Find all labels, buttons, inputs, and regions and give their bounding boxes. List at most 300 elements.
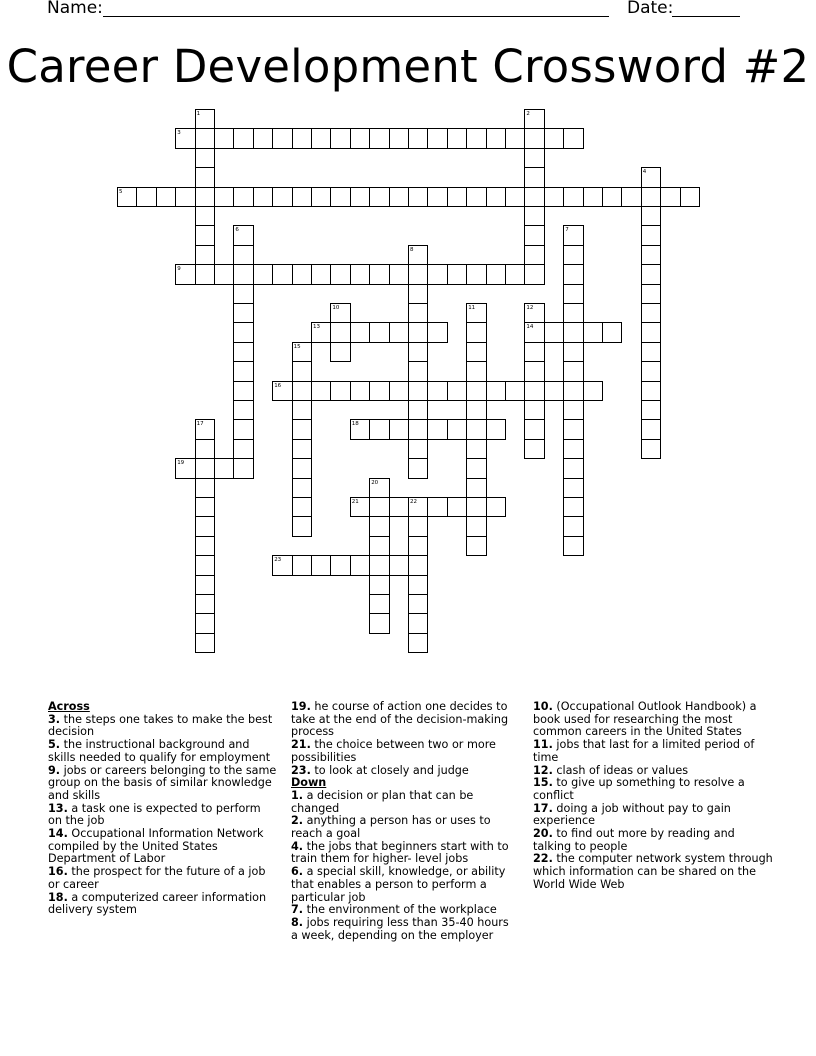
- clue-item-text: the choice between two or more possibilities: [291, 738, 496, 764]
- grid-cell[interactable]: [447, 419, 467, 439]
- grid-cell[interactable]: [447, 264, 467, 284]
- grid-cell[interactable]: [524, 245, 544, 265]
- clue-item-number: 16.: [48, 865, 68, 879]
- heading-text: Across: [48, 700, 90, 713]
- grid-cell[interactable]: [524, 167, 544, 187]
- grid-cell[interactable]: [466, 264, 486, 284]
- grid-cell[interactable]: [195, 109, 215, 129]
- grid-cell[interactable]: [524, 264, 544, 284]
- grid-cell[interactable]: [486, 497, 506, 517]
- grid-cell[interactable]: [524, 225, 544, 245]
- name-label: Name:: [47, 0, 103, 18]
- heading-text: Down: [291, 776, 327, 790]
- grid-cell[interactable]: [350, 322, 370, 342]
- grid-cell[interactable]: [563, 128, 583, 148]
- clue-number: 11: [468, 305, 476, 311]
- grid-cell[interactable]: [563, 536, 583, 556]
- clue-item-text: to look at closely and judge: [310, 763, 469, 777]
- grid-cell[interactable]: [641, 284, 661, 304]
- grid-cell[interactable]: [389, 381, 409, 401]
- clue-item-number: 23.: [291, 763, 311, 777]
- grid-cell[interactable]: [233, 187, 253, 207]
- grid-cell[interactable]: [641, 245, 661, 265]
- clue-item-text: the computer network system through which information can be shared on the World Wide Web: [533, 852, 773, 891]
- grid-cell[interactable]: [311, 555, 331, 575]
- grid-cell[interactable]: [389, 128, 409, 148]
- grid-cell[interactable]: [311, 187, 331, 207]
- grid-cell[interactable]: [408, 575, 428, 595]
- grid-cell[interactable]: [195, 439, 215, 459]
- grid-cell[interactable]: [195, 128, 215, 148]
- clue-item-number: 3.: [48, 712, 61, 726]
- grid-cell[interactable]: [641, 419, 661, 439]
- grid-cell[interactable]: [408, 128, 428, 148]
- grid-cell[interactable]: [292, 419, 312, 439]
- grid-cell[interactable]: [214, 264, 234, 284]
- clue-number: 20: [371, 479, 379, 486]
- clue-item-text: to find out more by reading and talking to people: [533, 827, 735, 853]
- grid-cell[interactable]: [233, 225, 253, 245]
- clue-item-text: a decision or plan that can be changed: [291, 788, 474, 815]
- grid-cell[interactable]: [408, 187, 428, 207]
- grid-cell[interactable]: [563, 458, 583, 478]
- clue-number: 23: [274, 557, 282, 564]
- grid-cell[interactable]: [447, 187, 467, 207]
- clue-item: [291, 739, 517, 764]
- grid-cell[interactable]: [350, 381, 370, 401]
- grid-cell[interactable]: [447, 128, 467, 148]
- grid-cell[interactable]: [195, 245, 215, 265]
- grid-cell[interactable]: [427, 497, 447, 517]
- clue-item-number: 6.: [291, 865, 304, 879]
- grid-cell[interactable]: [233, 439, 253, 459]
- grid-cell[interactable]: [369, 575, 389, 595]
- grid-cell[interactable]: [292, 187, 312, 207]
- grid-cell[interactable]: [272, 128, 292, 148]
- grid-cell[interactable]: [233, 342, 253, 362]
- clue-item-number: 7.: [291, 903, 304, 917]
- grid-cell[interactable]: [350, 128, 370, 148]
- grid-cell[interactable]: [408, 555, 428, 575]
- grid-cell[interactable]: [641, 264, 661, 284]
- grid-cell[interactable]: [369, 322, 389, 342]
- clue-column-1: [48, 701, 278, 917]
- clue-item-text: the jobs that beginners start with to train them for higher- level jobs: [291, 839, 509, 866]
- grid-cell[interactable]: [369, 264, 389, 284]
- grid-cell[interactable]: [563, 245, 583, 265]
- grid-cell[interactable]: [641, 439, 661, 459]
- clue-item-text: the instructional background and skills needed to qualify for employment: [48, 738, 271, 764]
- grid-cell[interactable]: [524, 303, 544, 323]
- grid-cell[interactable]: [524, 400, 544, 420]
- grid-cell[interactable]: [233, 361, 253, 381]
- clue-item-number: 10.: [533, 700, 553, 713]
- grid-cell[interactable]: [292, 439, 312, 459]
- grid-cell[interactable]: [389, 497, 409, 517]
- grid-cell[interactable]: [292, 342, 312, 362]
- grid-cell[interactable]: [330, 303, 350, 323]
- grid-cell[interactable]: [350, 264, 370, 284]
- grid-cell[interactable]: [330, 187, 350, 207]
- clue-item-number: 17.: [533, 801, 553, 815]
- grid-cell[interactable]: [544, 187, 564, 207]
- grid-cell[interactable]: [389, 419, 409, 439]
- grid-cell[interactable]: [427, 128, 447, 148]
- clue-item-text: (Occupational Outlook Handbook) a book used for researching the most common careers in the United States: [533, 700, 757, 739]
- grid-cell[interactable]: [330, 128, 350, 148]
- grid-cell[interactable]: [195, 536, 215, 556]
- grid-cell[interactable]: [641, 167, 661, 187]
- grid-cell[interactable]: [195, 187, 215, 207]
- grid-cell[interactable]: [369, 381, 389, 401]
- grid-cell[interactable]: [563, 419, 583, 439]
- clue-item: [48, 714, 278, 739]
- grid-cell[interactable]: [408, 613, 428, 633]
- clue-item-number: 2.: [291, 814, 304, 828]
- clue-number: 6: [235, 227, 239, 234]
- grid-cell[interactable]: [330, 322, 350, 342]
- grid-cell[interactable]: [292, 128, 312, 148]
- grid-cell[interactable]: [641, 206, 661, 226]
- grid-cell[interactable]: [292, 264, 312, 284]
- date-label: Date:: [627, 0, 674, 18]
- clue-column-2: [291, 701, 517, 942]
- grid-cell[interactable]: [292, 381, 312, 401]
- grid-cell[interactable]: [583, 187, 603, 207]
- grid-cell[interactable]: [233, 458, 253, 478]
- grid-cell[interactable]: [524, 439, 544, 459]
- grid-cell[interactable]: [214, 458, 234, 478]
- clue-item-text: Occupational Information Network compiled by the United States Department of Labor: [48, 827, 264, 866]
- grid-cell[interactable]: [524, 381, 544, 401]
- clue-number: 8: [410, 246, 414, 253]
- grid-cell[interactable]: [505, 264, 525, 284]
- grid-cell[interactable]: [408, 381, 428, 401]
- grid-cell[interactable]: [195, 555, 215, 575]
- grid-cell[interactable]: [233, 284, 253, 304]
- grid-cell[interactable]: [486, 264, 506, 284]
- clue-number: 10: [332, 305, 340, 311]
- grid-cell[interactable]: [369, 128, 389, 148]
- grid-cell[interactable]: [466, 381, 486, 401]
- grid-cell[interactable]: [466, 322, 486, 342]
- grid-cell[interactable]: [408, 516, 428, 536]
- grid-cell[interactable]: [524, 109, 544, 129]
- grid-cell[interactable]: [447, 497, 467, 517]
- grid-cell[interactable]: [563, 400, 583, 420]
- grid-cell[interactable]: [505, 381, 525, 401]
- clue-item-number: 19.: [291, 700, 311, 713]
- grid-cell[interactable]: [427, 381, 447, 401]
- grid-cell[interactable]: [505, 187, 525, 207]
- grid-cell[interactable]: [272, 187, 292, 207]
- grid-cell[interactable]: [641, 342, 661, 362]
- grid-cell[interactable]: [408, 633, 428, 653]
- grid-cell[interactable]: [292, 400, 312, 420]
- grid-cell[interactable]: [563, 497, 583, 517]
- grid-cell[interactable]: [447, 381, 467, 401]
- grid-cell[interactable]: [369, 478, 389, 498]
- grid-cell[interactable]: [195, 633, 215, 653]
- grid-cell[interactable]: [544, 128, 564, 148]
- clue-item: [291, 790, 517, 815]
- clue-number: 18: [351, 421, 359, 428]
- grid-cell[interactable]: [311, 381, 331, 401]
- grid-cell[interactable]: [466, 187, 486, 207]
- grid-cell[interactable]: [389, 187, 409, 207]
- grid-cell[interactable]: [486, 128, 506, 148]
- grid-cell[interactable]: [330, 555, 350, 575]
- grid-cell[interactable]: [427, 419, 447, 439]
- clue-number: 9: [177, 266, 181, 273]
- grid-cell[interactable]: [427, 322, 447, 342]
- grid-cell[interactable]: [369, 613, 389, 633]
- grid-cell[interactable]: [563, 361, 583, 381]
- grid-cell[interactable]: [369, 419, 389, 439]
- grid-cell[interactable]: [408, 264, 428, 284]
- grid-cell[interactable]: [214, 128, 234, 148]
- grid-cell[interactable]: [641, 361, 661, 381]
- grid-cell[interactable]: [408, 497, 428, 517]
- grid-cell[interactable]: [195, 206, 215, 226]
- clue-item-text: the steps one takes to make the best decision: [48, 712, 273, 739]
- grid-cell[interactable]: [195, 575, 215, 595]
- grid-cell[interactable]: [389, 322, 409, 342]
- clue-number: 3: [177, 130, 181, 137]
- grid-cell[interactable]: [544, 322, 564, 342]
- grid-cell[interactable]: [233, 128, 253, 148]
- grid-cell[interactable]: [233, 419, 253, 439]
- grid-cell[interactable]: [369, 594, 389, 614]
- clue-item: [48, 866, 278, 891]
- grid-cell[interactable]: [641, 400, 661, 420]
- grid-cell[interactable]: [486, 419, 506, 439]
- grid-cell[interactable]: [330, 342, 350, 362]
- grid-cell[interactable]: [408, 322, 428, 342]
- grid-cell[interactable]: [350, 497, 370, 517]
- grid-cell[interactable]: [233, 322, 253, 342]
- clue-item-number: 21.: [291, 738, 311, 752]
- grid-cell[interactable]: [524, 206, 544, 226]
- grid-cell[interactable]: [233, 245, 253, 265]
- grid-cell[interactable]: [486, 381, 506, 401]
- grid-cell[interactable]: [195, 516, 215, 536]
- grid-cell[interactable]: [583, 322, 603, 342]
- grid-cell[interactable]: [233, 381, 253, 401]
- grid-cell[interactable]: [466, 439, 486, 459]
- clue-item-text: a special skill, knowledge, or ability that enables a person to perform a particular job: [291, 865, 506, 904]
- grid-cell[interactable]: [233, 400, 253, 420]
- grid-cell[interactable]: [292, 555, 312, 575]
- grid-cell[interactable]: [563, 284, 583, 304]
- grid-cell[interactable]: [389, 555, 409, 575]
- grid-cell[interactable]: [408, 439, 428, 459]
- grid-cell[interactable]: [466, 342, 486, 362]
- grid-cell[interactable]: [136, 187, 156, 207]
- grid-cell[interactable]: [621, 187, 641, 207]
- grid-cell[interactable]: [641, 322, 661, 342]
- grid-cell[interactable]: [195, 167, 215, 187]
- grid-cell[interactable]: [466, 419, 486, 439]
- grid-cell[interactable]: [195, 148, 215, 168]
- grid-cell[interactable]: [466, 128, 486, 148]
- grid-cell[interactable]: [466, 361, 486, 381]
- grid-cell[interactable]: [466, 516, 486, 536]
- grid-cell[interactable]: [311, 128, 331, 148]
- grid-cell[interactable]: [292, 516, 312, 536]
- grid-cell[interactable]: [602, 187, 622, 207]
- grid-cell[interactable]: [583, 381, 603, 401]
- grid-cell[interactable]: [408, 536, 428, 556]
- grid-cell[interactable]: [195, 264, 215, 284]
- grid-cell[interactable]: [175, 458, 195, 478]
- grid-cell[interactable]: [175, 187, 195, 207]
- grid-cell[interactable]: [195, 613, 215, 633]
- grid-cell[interactable]: [466, 478, 486, 498]
- clue-item: [533, 739, 773, 764]
- clue-item-text: jobs that last for a limited period of time: [533, 738, 755, 764]
- clue-item: [291, 815, 517, 840]
- grid-cell[interactable]: [195, 458, 215, 478]
- grid-cell[interactable]: [524, 361, 544, 381]
- grid-cell[interactable]: [524, 148, 544, 168]
- grid-cell[interactable]: [408, 594, 428, 614]
- grid-cell[interactable]: [408, 303, 428, 323]
- grid-cell[interactable]: [253, 187, 273, 207]
- grid-cell[interactable]: [408, 361, 428, 381]
- grid-cell[interactable]: [641, 381, 661, 401]
- grid-cell[interactable]: [524, 128, 544, 148]
- grid-cell[interactable]: [524, 187, 544, 207]
- grid-cell[interactable]: [292, 497, 312, 517]
- grid-cell[interactable]: [175, 128, 195, 148]
- clue-item-text: the prospect for the future of a job or career: [48, 865, 266, 891]
- grid-cell[interactable]: [466, 303, 486, 323]
- grid-cell[interactable]: [253, 264, 273, 284]
- grid-cell[interactable]: [466, 536, 486, 556]
- grid-cell[interactable]: [350, 555, 370, 575]
- grid-cell[interactable]: [195, 497, 215, 517]
- grid-cell[interactable]: [641, 303, 661, 323]
- grid-cell[interactable]: [408, 245, 428, 265]
- grid-cell[interactable]: [408, 342, 428, 362]
- grid-cell[interactable]: [641, 225, 661, 245]
- grid-cell[interactable]: [563, 225, 583, 245]
- grid-cell[interactable]: [408, 458, 428, 478]
- grid-cell[interactable]: [563, 439, 583, 459]
- grid-cell[interactable]: [350, 187, 370, 207]
- grid-cell[interactable]: [292, 361, 312, 381]
- grid-cell[interactable]: [292, 458, 312, 478]
- clue-item-number: 12.: [533, 763, 553, 777]
- grid-cell[interactable]: [350, 419, 370, 439]
- grid-cell[interactable]: [466, 458, 486, 478]
- grid-cell[interactable]: [544, 381, 564, 401]
- grid-cell[interactable]: [311, 322, 331, 342]
- grid-cell[interactable]: [369, 516, 389, 536]
- grid-cell[interactable]: [466, 400, 486, 420]
- grid-cell[interactable]: [272, 555, 292, 575]
- clue-item-number: 8.: [291, 915, 304, 929]
- clue-number: 15: [293, 343, 301, 350]
- clue-column-3: [533, 701, 773, 892]
- grid-cell[interactable]: [292, 478, 312, 498]
- grid-cell[interactable]: [195, 478, 215, 498]
- grid-cell[interactable]: [233, 303, 253, 323]
- grid-cell[interactable]: [563, 264, 583, 284]
- grid-cell[interactable]: [233, 264, 253, 284]
- clue-number: 14: [526, 324, 534, 331]
- grid-cell[interactable]: [156, 187, 176, 207]
- grid-cell[interactable]: [117, 187, 137, 207]
- clue-item: [533, 803, 773, 828]
- grid-cell[interactable]: [330, 381, 350, 401]
- grid-cell[interactable]: [563, 381, 583, 401]
- grid-cell[interactable]: [524, 322, 544, 342]
- grid-cell[interactable]: [311, 264, 331, 284]
- grid-cell[interactable]: [369, 555, 389, 575]
- grid-cell[interactable]: [563, 342, 583, 362]
- grid-cell[interactable]: [563, 322, 583, 342]
- grid-cell[interactable]: [563, 516, 583, 536]
- clue-item-text: a computerized career information delivery system: [48, 890, 267, 917]
- grid-cell[interactable]: [427, 187, 447, 207]
- grid-cell[interactable]: [563, 303, 583, 323]
- grid-cell[interactable]: [486, 187, 506, 207]
- grid-cell[interactable]: [195, 594, 215, 614]
- grid-cell[interactable]: [175, 264, 195, 284]
- grid-cell[interactable]: [524, 419, 544, 439]
- grid-cell[interactable]: [427, 264, 447, 284]
- clue-item-number: 14.: [48, 827, 68, 841]
- grid-cell[interactable]: [408, 400, 428, 420]
- grid-cell[interactable]: [563, 187, 583, 207]
- clue-item-text: he course of action one decides to take at the end of the decision-making process: [291, 700, 509, 739]
- clue-item-text: the environment of the workplace: [303, 903, 497, 917]
- grid-cell[interactable]: [563, 478, 583, 498]
- grid-cell[interactable]: [389, 264, 409, 284]
- clue-item: [291, 866, 517, 904]
- grid-cell[interactable]: [466, 497, 486, 517]
- grid-cell[interactable]: [524, 342, 544, 362]
- clue-item-number: 4.: [291, 839, 304, 853]
- clue-item: [48, 765, 278, 803]
- grid-cell[interactable]: [408, 419, 428, 439]
- grid-cell[interactable]: [369, 536, 389, 556]
- grid-cell[interactable]: [602, 322, 622, 342]
- grid-cell[interactable]: [253, 128, 273, 148]
- grid-cell[interactable]: [660, 187, 680, 207]
- grid-cell[interactable]: [272, 264, 292, 284]
- grid-cell[interactable]: [641, 187, 661, 207]
- grid-cell[interactable]: [505, 128, 525, 148]
- clue-item-number: 20.: [533, 827, 553, 841]
- grid-cell[interactable]: [195, 225, 215, 245]
- grid-cell[interactable]: [680, 187, 700, 207]
- grid-cell[interactable]: [214, 187, 234, 207]
- grid-cell[interactable]: [369, 187, 389, 207]
- grid-cell[interactable]: [330, 264, 350, 284]
- grid-cell[interactable]: [408, 284, 428, 304]
- clue-item-text: jobs or careers belonging to the same group on the basis of similar knowledge and skills: [48, 763, 277, 802]
- clue-item-number: 13.: [48, 801, 68, 815]
- grid-cell[interactable]: [369, 497, 389, 517]
- clue-number: 4: [642, 169, 647, 176]
- clue-number: 7: [565, 227, 569, 234]
- grid-cell[interactable]: [272, 381, 292, 401]
- grid-cell[interactable]: [195, 419, 215, 439]
- clue-item: [291, 917, 517, 942]
